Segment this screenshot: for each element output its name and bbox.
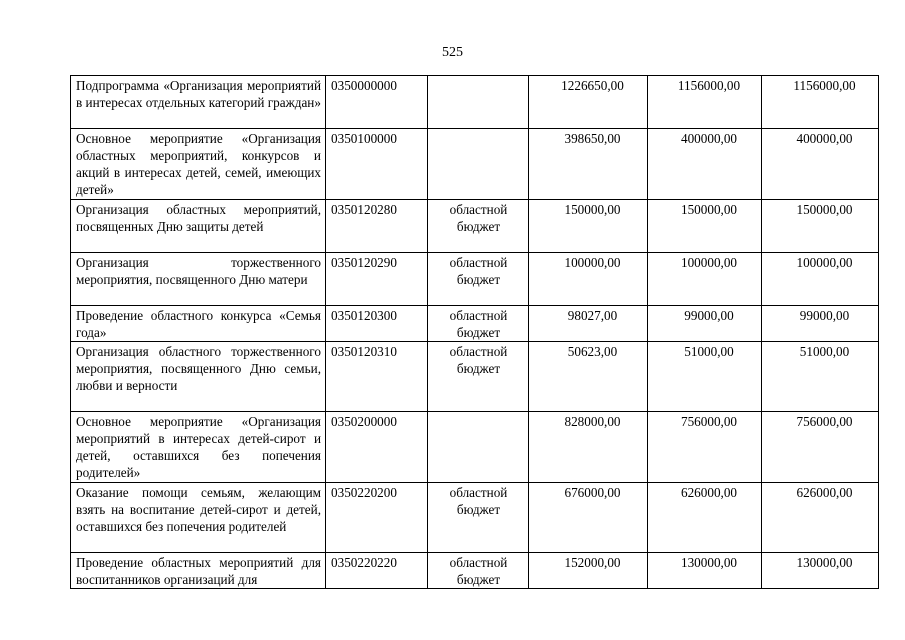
- row-name: Оказание помощи семьям, желающим взять на воспитание детей-сирот и детей, оставшихся без попечения родителей: [71, 483, 326, 553]
- row-value-2: 51000,00: [648, 342, 762, 412]
- row-name: Проведение областного конкурса «Семья года»: [71, 306, 326, 342]
- row-name: Основное мероприятие «Организация областных мероприятий, конкурсов и акций в интересах детей, семей, имеющих детей»: [71, 129, 326, 200]
- row-value-1: 98027,00: [529, 306, 648, 342]
- row-value-3: 400000,00: [762, 129, 879, 200]
- table-row: [71, 129, 879, 200]
- row-value-2: 756000,00: [648, 412, 762, 483]
- row-code: 0350100000: [326, 129, 428, 200]
- table-row: [71, 253, 879, 306]
- row-code: 0350220200: [326, 483, 428, 553]
- row-value-1: 676000,00: [529, 483, 648, 553]
- row-name: Основное мероприятие «Организация мероприятий в интересах детей-сирот и детей, оставшихся без попечения родителей»: [71, 412, 326, 483]
- budget-table: [70, 75, 879, 589]
- row-value-3: 626000,00: [762, 483, 879, 553]
- page-number: 525: [442, 45, 463, 60]
- row-source: областной бюджет: [428, 306, 529, 342]
- row-code: 0350000000: [326, 76, 428, 129]
- table-row: [71, 200, 879, 253]
- row-value-1: 152000,00: [529, 553, 648, 589]
- row-code: 0350120310: [326, 342, 428, 412]
- row-source: областной бюджет: [428, 200, 529, 253]
- row-code: 0350120300: [326, 306, 428, 342]
- row-value-1: 50623,00: [529, 342, 648, 412]
- row-source: областной бюджет: [428, 342, 529, 412]
- table-row: [71, 412, 879, 483]
- table-row: [71, 483, 879, 553]
- row-code: 0350120280: [326, 200, 428, 253]
- row-value-1: 150000,00: [529, 200, 648, 253]
- row-value-3: 99000,00: [762, 306, 879, 342]
- row-name: Организация торжественного мероприятия, посвященного Дню матери: [71, 253, 326, 306]
- row-value-3: 756000,00: [762, 412, 879, 483]
- row-source: областной бюджет: [428, 253, 529, 306]
- row-name: Организация областного торжественного мероприятия, посвященного Дню семьи, любви и верности: [71, 342, 326, 412]
- row-value-1: 828000,00: [529, 412, 648, 483]
- row-value-2: 150000,00: [648, 200, 762, 253]
- row-name: Подпрограмма «Организация мероприятий в интересах отдельных категорий граждан»: [71, 76, 326, 129]
- row-value-3: 150000,00: [762, 200, 879, 253]
- row-code: 0350120290: [326, 253, 428, 306]
- row-value-2: 130000,00: [648, 553, 762, 589]
- row-source: [428, 76, 529, 129]
- row-value-1: 100000,00: [529, 253, 648, 306]
- row-code: 0350220220: [326, 553, 428, 589]
- row-source: [428, 412, 529, 483]
- table-row: [71, 306, 879, 342]
- row-value-3: 1156000,00: [762, 76, 879, 129]
- row-name: Проведение областных мероприятий для воспитанников организаций для: [71, 553, 326, 589]
- row-value-3: 100000,00: [762, 253, 879, 306]
- row-value-2: 400000,00: [648, 129, 762, 200]
- row-source: [428, 129, 529, 200]
- row-value-2: 100000,00: [648, 253, 762, 306]
- table-row: [71, 76, 879, 129]
- row-name: Организация областных мероприятий, посвященных Дню защиты детей: [71, 200, 326, 253]
- row-value-1: 1226650,00: [529, 76, 648, 129]
- row-source: областной бюджет: [428, 483, 529, 553]
- row-value-2: 626000,00: [648, 483, 762, 553]
- table-row: [71, 553, 879, 589]
- row-source: областной бюджет: [428, 553, 529, 589]
- row-value-1: 398650,00: [529, 129, 648, 200]
- row-value-2: 1156000,00: [648, 76, 762, 129]
- row-value-3: 51000,00: [762, 342, 879, 412]
- table-row: [71, 342, 879, 412]
- row-code: 0350200000: [326, 412, 428, 483]
- row-value-2: 99000,00: [648, 306, 762, 342]
- row-value-3: 130000,00: [762, 553, 879, 589]
